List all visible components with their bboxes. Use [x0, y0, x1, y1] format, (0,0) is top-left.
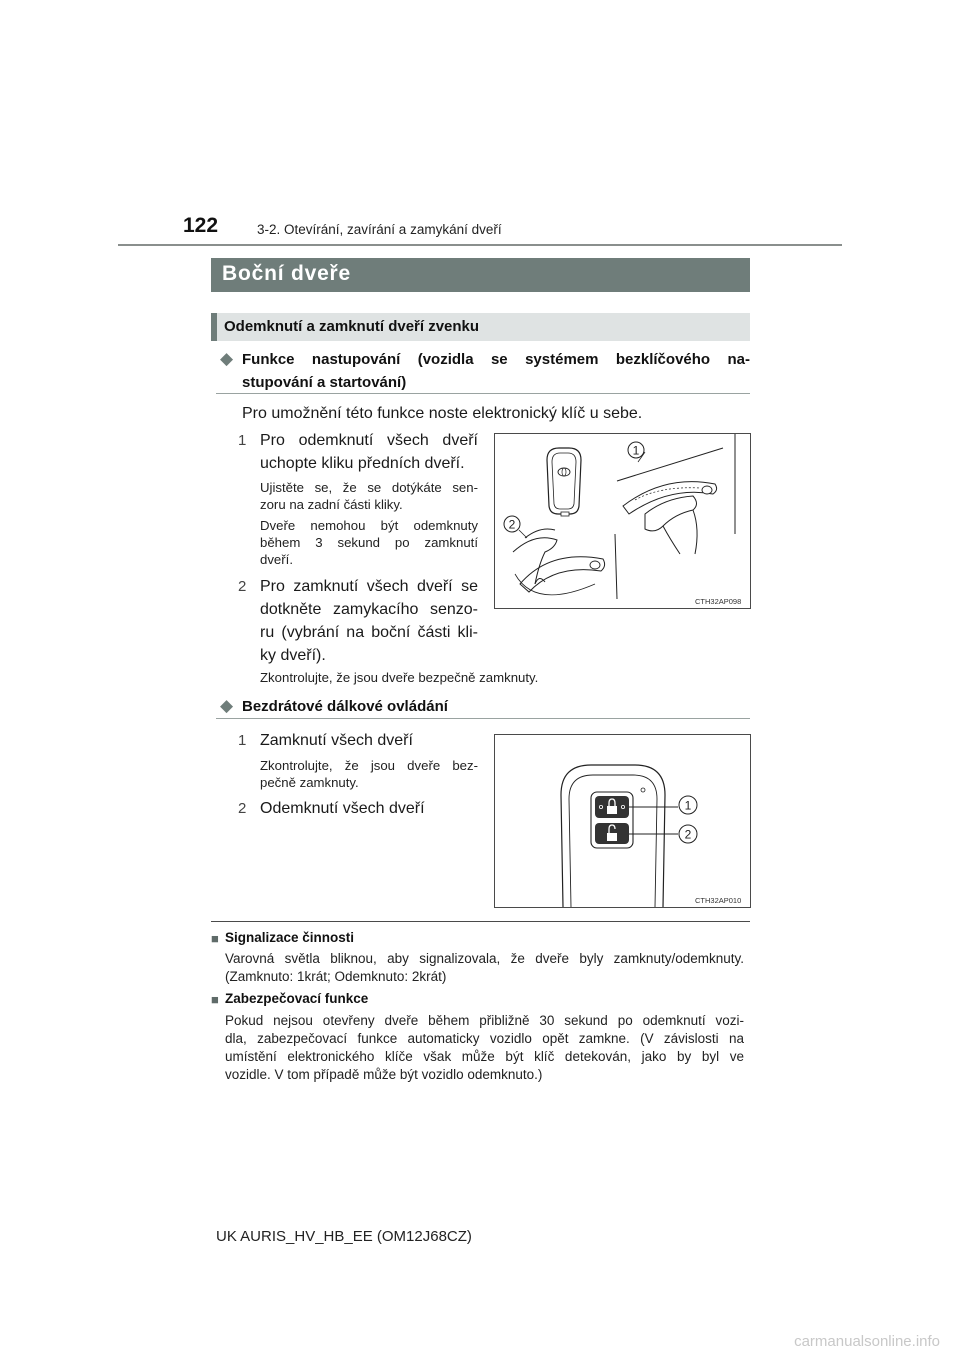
square-bullet-icon: ■ [211, 931, 219, 946]
chapter-title: 3-2. Otevírání, zavírání a zamykání dveří [257, 222, 502, 237]
door-handle-illustration [495, 434, 750, 608]
lower-handle-hand [513, 529, 605, 595]
step-number-2: 2 [238, 578, 247, 595]
info-text-line: dla, zabezpečovací funkce automaticky vozidlo opět zamkne. (V závislosti na [225, 1031, 744, 1046]
callout-label-1: 1 [632, 443, 640, 458]
remote-step1-note-line2: pečně zamknuty. [260, 775, 359, 790]
info-title-zabezpeceni: Zabezpečovací funkce [225, 991, 369, 1006]
figure-code: CTH32AP098 [695, 597, 742, 606]
info-text-line: umístění elektronického klíče však může být klíč detekován, jako by byl ve [225, 1049, 744, 1064]
step-number-2: 2 [238, 800, 247, 817]
section-title: Boční dveře [222, 262, 352, 285]
step-number-1: 1 [238, 432, 247, 449]
figure-code: CTH32AP010 [695, 896, 742, 905]
entry-function-heading-line2: stupování a startování) [242, 374, 407, 391]
upper-handle-hand [623, 482, 717, 554]
info-divider [211, 921, 750, 922]
step-number-1: 1 [238, 732, 247, 749]
page-number: 122 [183, 214, 219, 237]
step1-note2-line3: dveří. [260, 552, 293, 567]
info-text-line: Pokud nejsou otevřeny dveře během přibližně 30 sekund po odemknutí vozi- [225, 1013, 744, 1028]
remote-step1-note-line1: Zkontrolujte, že jsou dveře bez- [260, 758, 478, 773]
diamond-bullet-icon: ◆ [220, 349, 234, 368]
step1-text-line1: Pro odemknutí všech dveří [260, 432, 478, 449]
check-lock-note: Zkontrolujte, že jsou dveře bezpečně zamknuty. [260, 670, 539, 685]
step1-note1-line2: zoru na zadní části kliky. [260, 497, 403, 512]
entry-function-heading-line1: Funkce nastupování (vozidla se systémem bezklíčového na- [242, 351, 750, 368]
info-text-line: (Zamknuto: 1krát; Odemknuto: 2krát) [225, 969, 447, 984]
heading-underline [216, 718, 750, 719]
subsection-accent [211, 313, 217, 341]
square-bullet-icon: ■ [211, 992, 219, 1007]
callout-label-2: 2 [508, 517, 516, 532]
heading-underline [216, 393, 750, 394]
remote-step2-text: Odemknutí všech dveří [260, 800, 425, 817]
wireless-remote-heading: Bezdrátové dálkové ovládání [242, 698, 448, 715]
step1-text-line2: uchopte kliku předních dveří. [260, 455, 465, 472]
step2-text-line1: Pro zamknutí všech dveří se [260, 578, 478, 595]
footer-model-code: UK AURIS_HV_HB_EE (OM12J68CZ) [216, 1228, 472, 1245]
step2-text-line2: dotkněte zamykacího senzo- [260, 601, 478, 618]
remote-step1-text: Zamknutí všech dveří [260, 732, 413, 749]
step2-text-line3: ru (vybrání na boční části kli- [260, 624, 478, 641]
header-divider [118, 244, 842, 246]
figure-remote-key [494, 734, 751, 908]
step1-note2-line2: během 3 sekund po zamknutí [260, 535, 478, 550]
step1-note1-line1: Ujistěte se, že se dotýkáte sen- [260, 480, 478, 495]
step2-text-line4: ky dveří). [260, 647, 326, 664]
diamond-bullet-icon: ◆ [220, 696, 234, 715]
info-text-line: vozidle. V tom případě může být vozidlo odemknuto.) [225, 1067, 543, 1082]
subsection-title: Odemknutí a zamknutí dveří zvenku [224, 318, 480, 335]
callout-label-1: 1 [684, 798, 692, 813]
watermark: carmanualsonline.info [794, 1333, 940, 1350]
info-title-signalizace: Signalizace činnosti [225, 930, 355, 945]
smart-key-illustration [547, 448, 581, 516]
remote-key-illustration [495, 735, 750, 907]
figure-door-handle [494, 433, 751, 609]
entry-function-intro: Pro umožnění této funkce noste elektronický klíč u sebe. [242, 405, 643, 422]
step1-note2-line1: Dveře nemohou být odemknuty [260, 518, 478, 533]
callout-label-2: 2 [684, 827, 692, 842]
info-text-line: Varovná světla bliknou, aby signalizovala, že dveře byly zamknuty/odemknuty. [225, 951, 744, 966]
